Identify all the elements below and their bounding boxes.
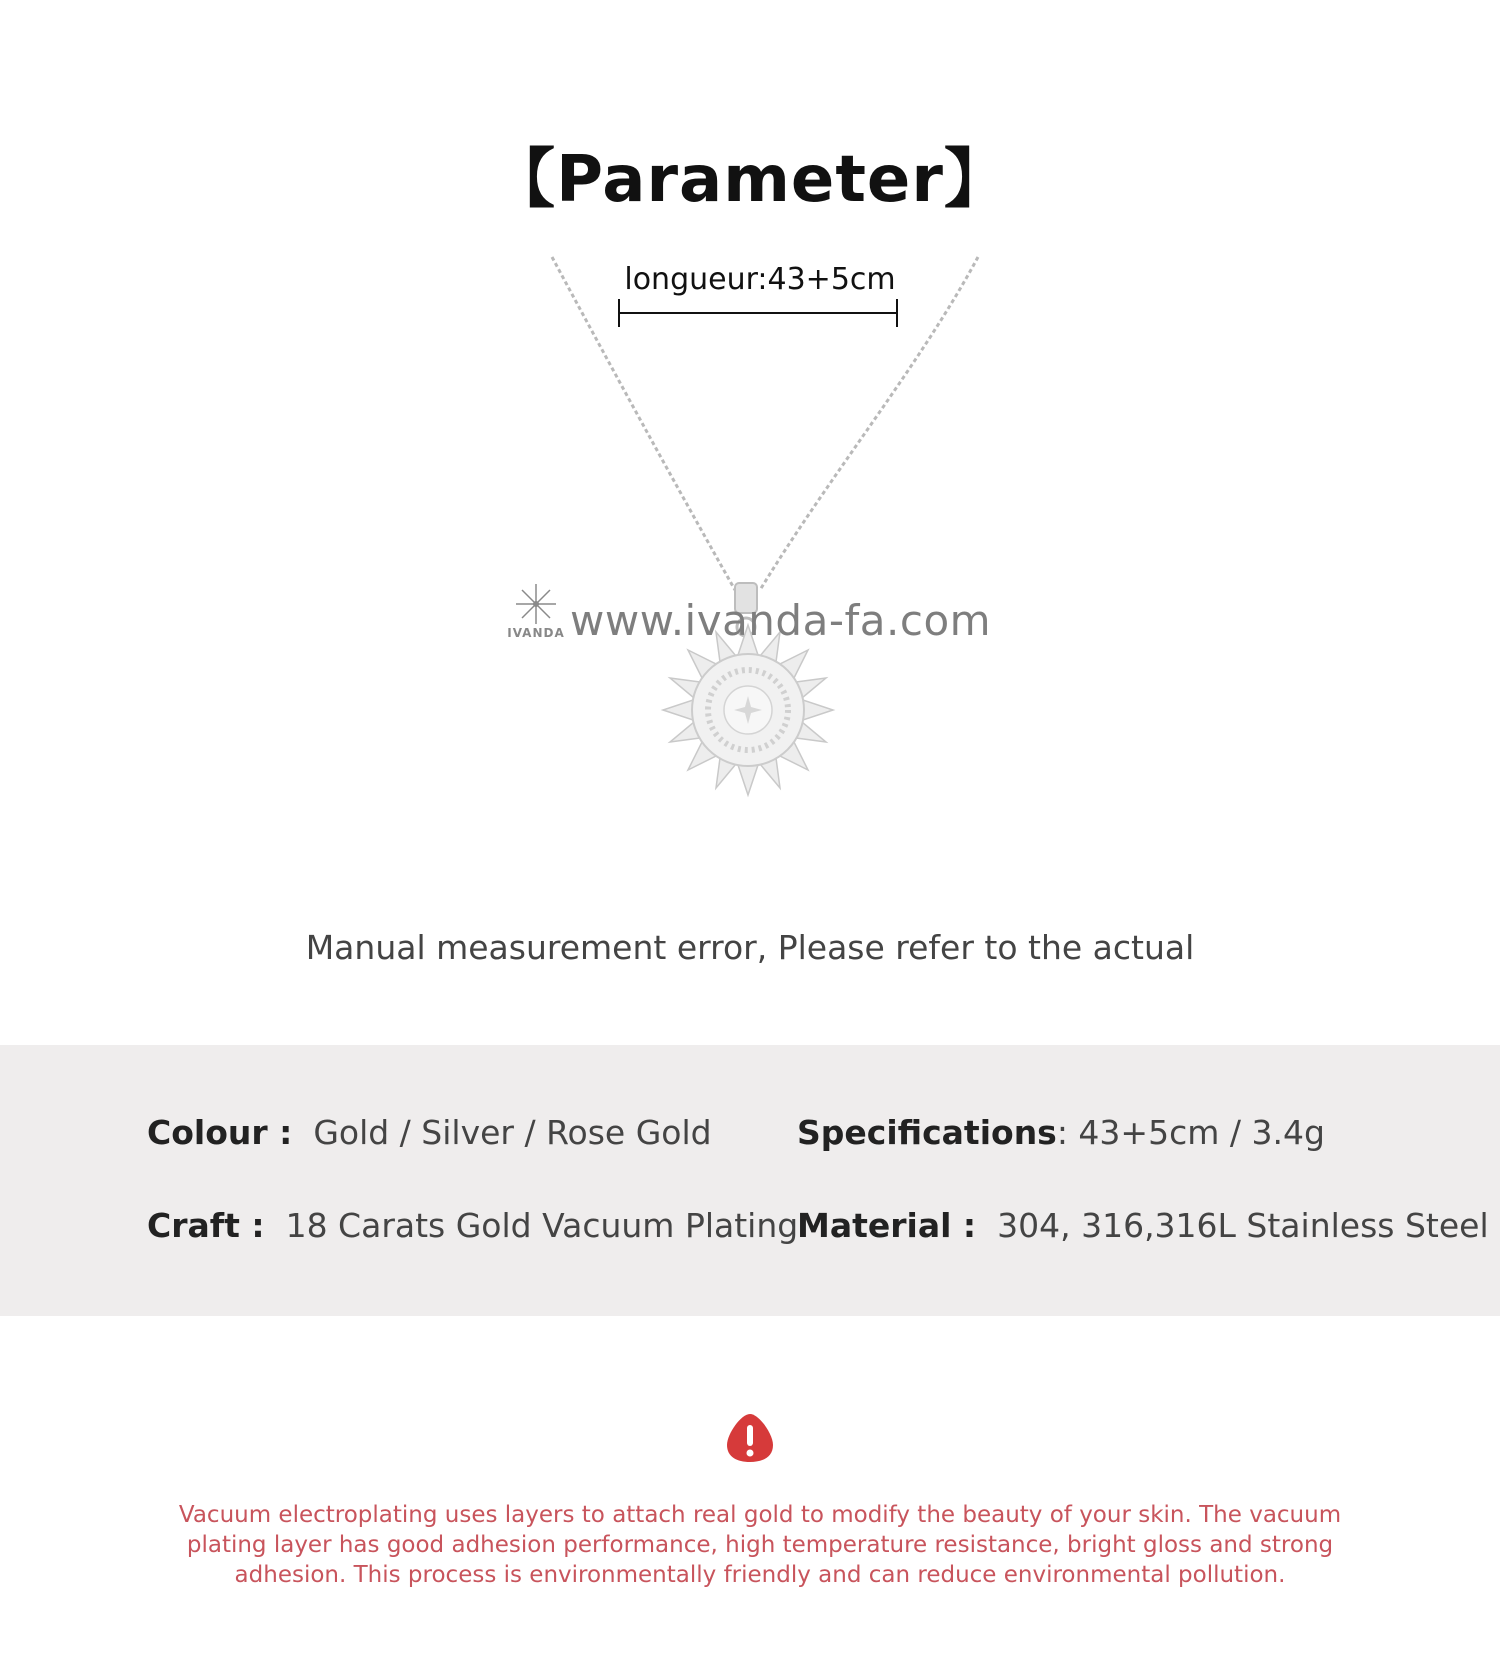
spec-colour-value: Gold / Silver / Rose Gold [313, 1113, 712, 1152]
spec-specifications-label: Specifications [797, 1113, 1057, 1152]
spec-craft-value: 18 Carats Gold Vacuum Plating [285, 1206, 799, 1245]
chain-right [760, 257, 978, 590]
watermark-url: www.ivanda-fa.com [570, 596, 992, 645]
measurement-note: Manual measurement error, Please refer to the actual [305, 928, 1195, 967]
length-ruler [619, 299, 897, 327]
spec-colour-label: Colour : [147, 1113, 293, 1152]
watermark-brand: IVANDA [507, 626, 565, 640]
spec-specifications-value: : 43+5cm / 3.4g [1056, 1113, 1325, 1152]
spec-specifications [797, 1113, 1325, 1152]
spec-material [797, 1206, 1489, 1245]
spec-colour [147, 1113, 712, 1152]
warning-icon [725, 1412, 775, 1464]
spec-material-value: 304, 316,316L Stainless Steel [997, 1206, 1489, 1245]
sun-pendant [663, 625, 833, 795]
spec-material-label: Material : [797, 1206, 977, 1245]
warning-text: Vacuum electroplating uses layers to attach real gold to modify the beauty of your skin. The vacuum plating layer has good adhesion performance, high temperature resistance, bright gloss and strong adhesion. This process is environmentally friendly and can reduce environmental pollution. [178, 1502, 1342, 1588]
spec-band [0, 1045, 1500, 1316]
page-title: 【Parameter】 [491, 143, 1009, 217]
length-label: longueur:43+5cm [624, 262, 896, 297]
spec-craft-label: Craft : [147, 1206, 265, 1245]
spec-craft [147, 1206, 798, 1245]
chain-left [552, 257, 735, 590]
necklace-image [500, 255, 1000, 815]
